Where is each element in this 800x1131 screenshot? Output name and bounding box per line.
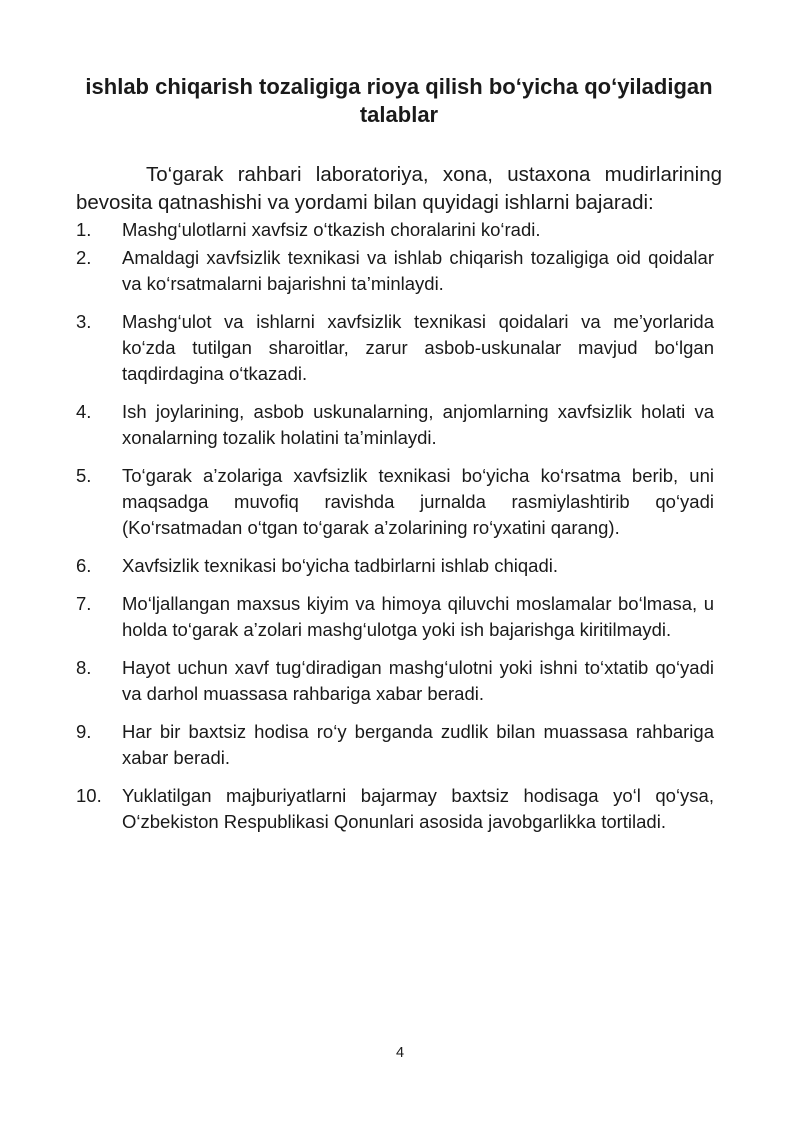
page-number: 4 bbox=[395, 1045, 405, 1061]
item-text bbox=[122, 591, 714, 643]
list-item bbox=[76, 783, 722, 835]
item-number: 2. bbox=[76, 247, 92, 268]
text-line: va darhol muassasa rahbariga xabar beradi. bbox=[122, 683, 484, 704]
text-line: Mo‘ljallangan maxsus kiyim va himoya qiluvchi moslamalar bo‘lmasa, u bbox=[122, 593, 714, 614]
item-text bbox=[122, 783, 714, 835]
text-line: xabar beradi. bbox=[122, 747, 230, 768]
intro-line: To‘garak rahbari laboratoriya, xona, ustaxona mudirlarining bbox=[146, 163, 722, 186]
text-line: Xavfsizlik texnikasi bo‘yicha tadbirlarni ishlab chiqadi. bbox=[122, 555, 558, 576]
text-line: va ko‘rsatmalarni bajarishni ta’minlaydi. bbox=[122, 273, 444, 294]
item-text bbox=[122, 399, 714, 451]
requirements-list bbox=[76, 217, 722, 835]
item-number: 4. bbox=[76, 401, 92, 422]
intro-line: bevosita qatnashishi va yordami bilan quyidagi ishlarni bajaradi: bbox=[76, 191, 654, 214]
list-item bbox=[76, 591, 722, 643]
title-line: talablar bbox=[359, 102, 439, 127]
item-number: 6. bbox=[76, 555, 92, 576]
item-text bbox=[122, 217, 714, 243]
item-number: 8. bbox=[76, 657, 92, 678]
text-line: Amaldagi xavfsizlik texnikasi va ishlab chiqarish tozaligiga oid qoidalar bbox=[122, 247, 714, 268]
text-line: holda to‘garak a’zolari mashg‘ulotga yoki ish bajarishga kiritilmaydi. bbox=[122, 619, 672, 640]
item-number: 5. bbox=[76, 465, 92, 486]
text-line: Yuklatilgan majburiyatlarni bajarmay baxtsiz hodisaga yo‘l qo‘ysa, bbox=[122, 785, 714, 806]
text-line: taqdirdagina o‘tkazadi. bbox=[122, 363, 308, 384]
item-text bbox=[122, 719, 714, 771]
item-number: 7. bbox=[76, 593, 92, 614]
list-item bbox=[76, 553, 722, 579]
item-text bbox=[122, 463, 714, 541]
item-text bbox=[122, 309, 714, 387]
item-text bbox=[122, 655, 714, 707]
item-text bbox=[122, 245, 714, 297]
title-line: ishlab chiqarish tozaligiga rioya qilish bo‘yicha qo‘yiladigan bbox=[85, 74, 713, 99]
text-line: (Ko‘rsatmadan o‘tgan to‘garak a’zolarining ro‘yxatini qarang). bbox=[122, 517, 620, 538]
list-item bbox=[76, 309, 722, 387]
text-line: Mashg‘ulot va ishlarni xavfsizlik texnikasi qoidalari va me’yorlarida bbox=[122, 311, 714, 332]
text-line: Har bir baxtsiz hodisa ro‘y berganda zudlik bilan muassasa rahbariga bbox=[122, 721, 714, 742]
list-item bbox=[76, 463, 722, 541]
document-title bbox=[76, 73, 722, 129]
list-item bbox=[76, 217, 722, 243]
intro-paragraph bbox=[76, 161, 722, 217]
item-number: 10. bbox=[76, 785, 102, 806]
list-item bbox=[76, 719, 722, 771]
text-line: O‘zbekiston Respublikasi Qonunlari asosida javobgarlikka tortiladi. bbox=[122, 811, 666, 832]
text-line: Mashg‘ulotlarni xavfsiz o‘tkazish choralarini ko‘radi. bbox=[122, 219, 541, 240]
item-number: 1. bbox=[76, 219, 92, 240]
text-line: To‘garak a’zolariga xavfsizlik texnikasi bo‘yicha ko‘rsatma berib, uni bbox=[122, 465, 714, 486]
list-item bbox=[76, 245, 722, 297]
list-item bbox=[76, 399, 722, 451]
page-content bbox=[76, 73, 722, 847]
item-number: 3. bbox=[76, 311, 92, 332]
text-line: ko‘zda tutilgan sharoitlar, zarur asbob-uskunalar mavjud bo‘lgan bbox=[122, 337, 714, 358]
text-line: maqsadga muvofiq ravishda jurnalda rasmiylashtirib qo‘yadi bbox=[122, 491, 714, 512]
text-line: Hayot uchun xavf tug‘diradigan mashg‘ulotni yoki ishni to‘xtatib qo‘yadi bbox=[122, 657, 714, 678]
item-number: 9. bbox=[76, 721, 92, 742]
item-text bbox=[122, 553, 714, 579]
text-line: Ish joylarining, asbob uskunalarning, anjomlarning xavfsizlik holati va bbox=[122, 401, 714, 422]
text-line: xonalarning tozalik holatini ta’minlaydi. bbox=[122, 427, 437, 448]
list-item bbox=[76, 655, 722, 707]
